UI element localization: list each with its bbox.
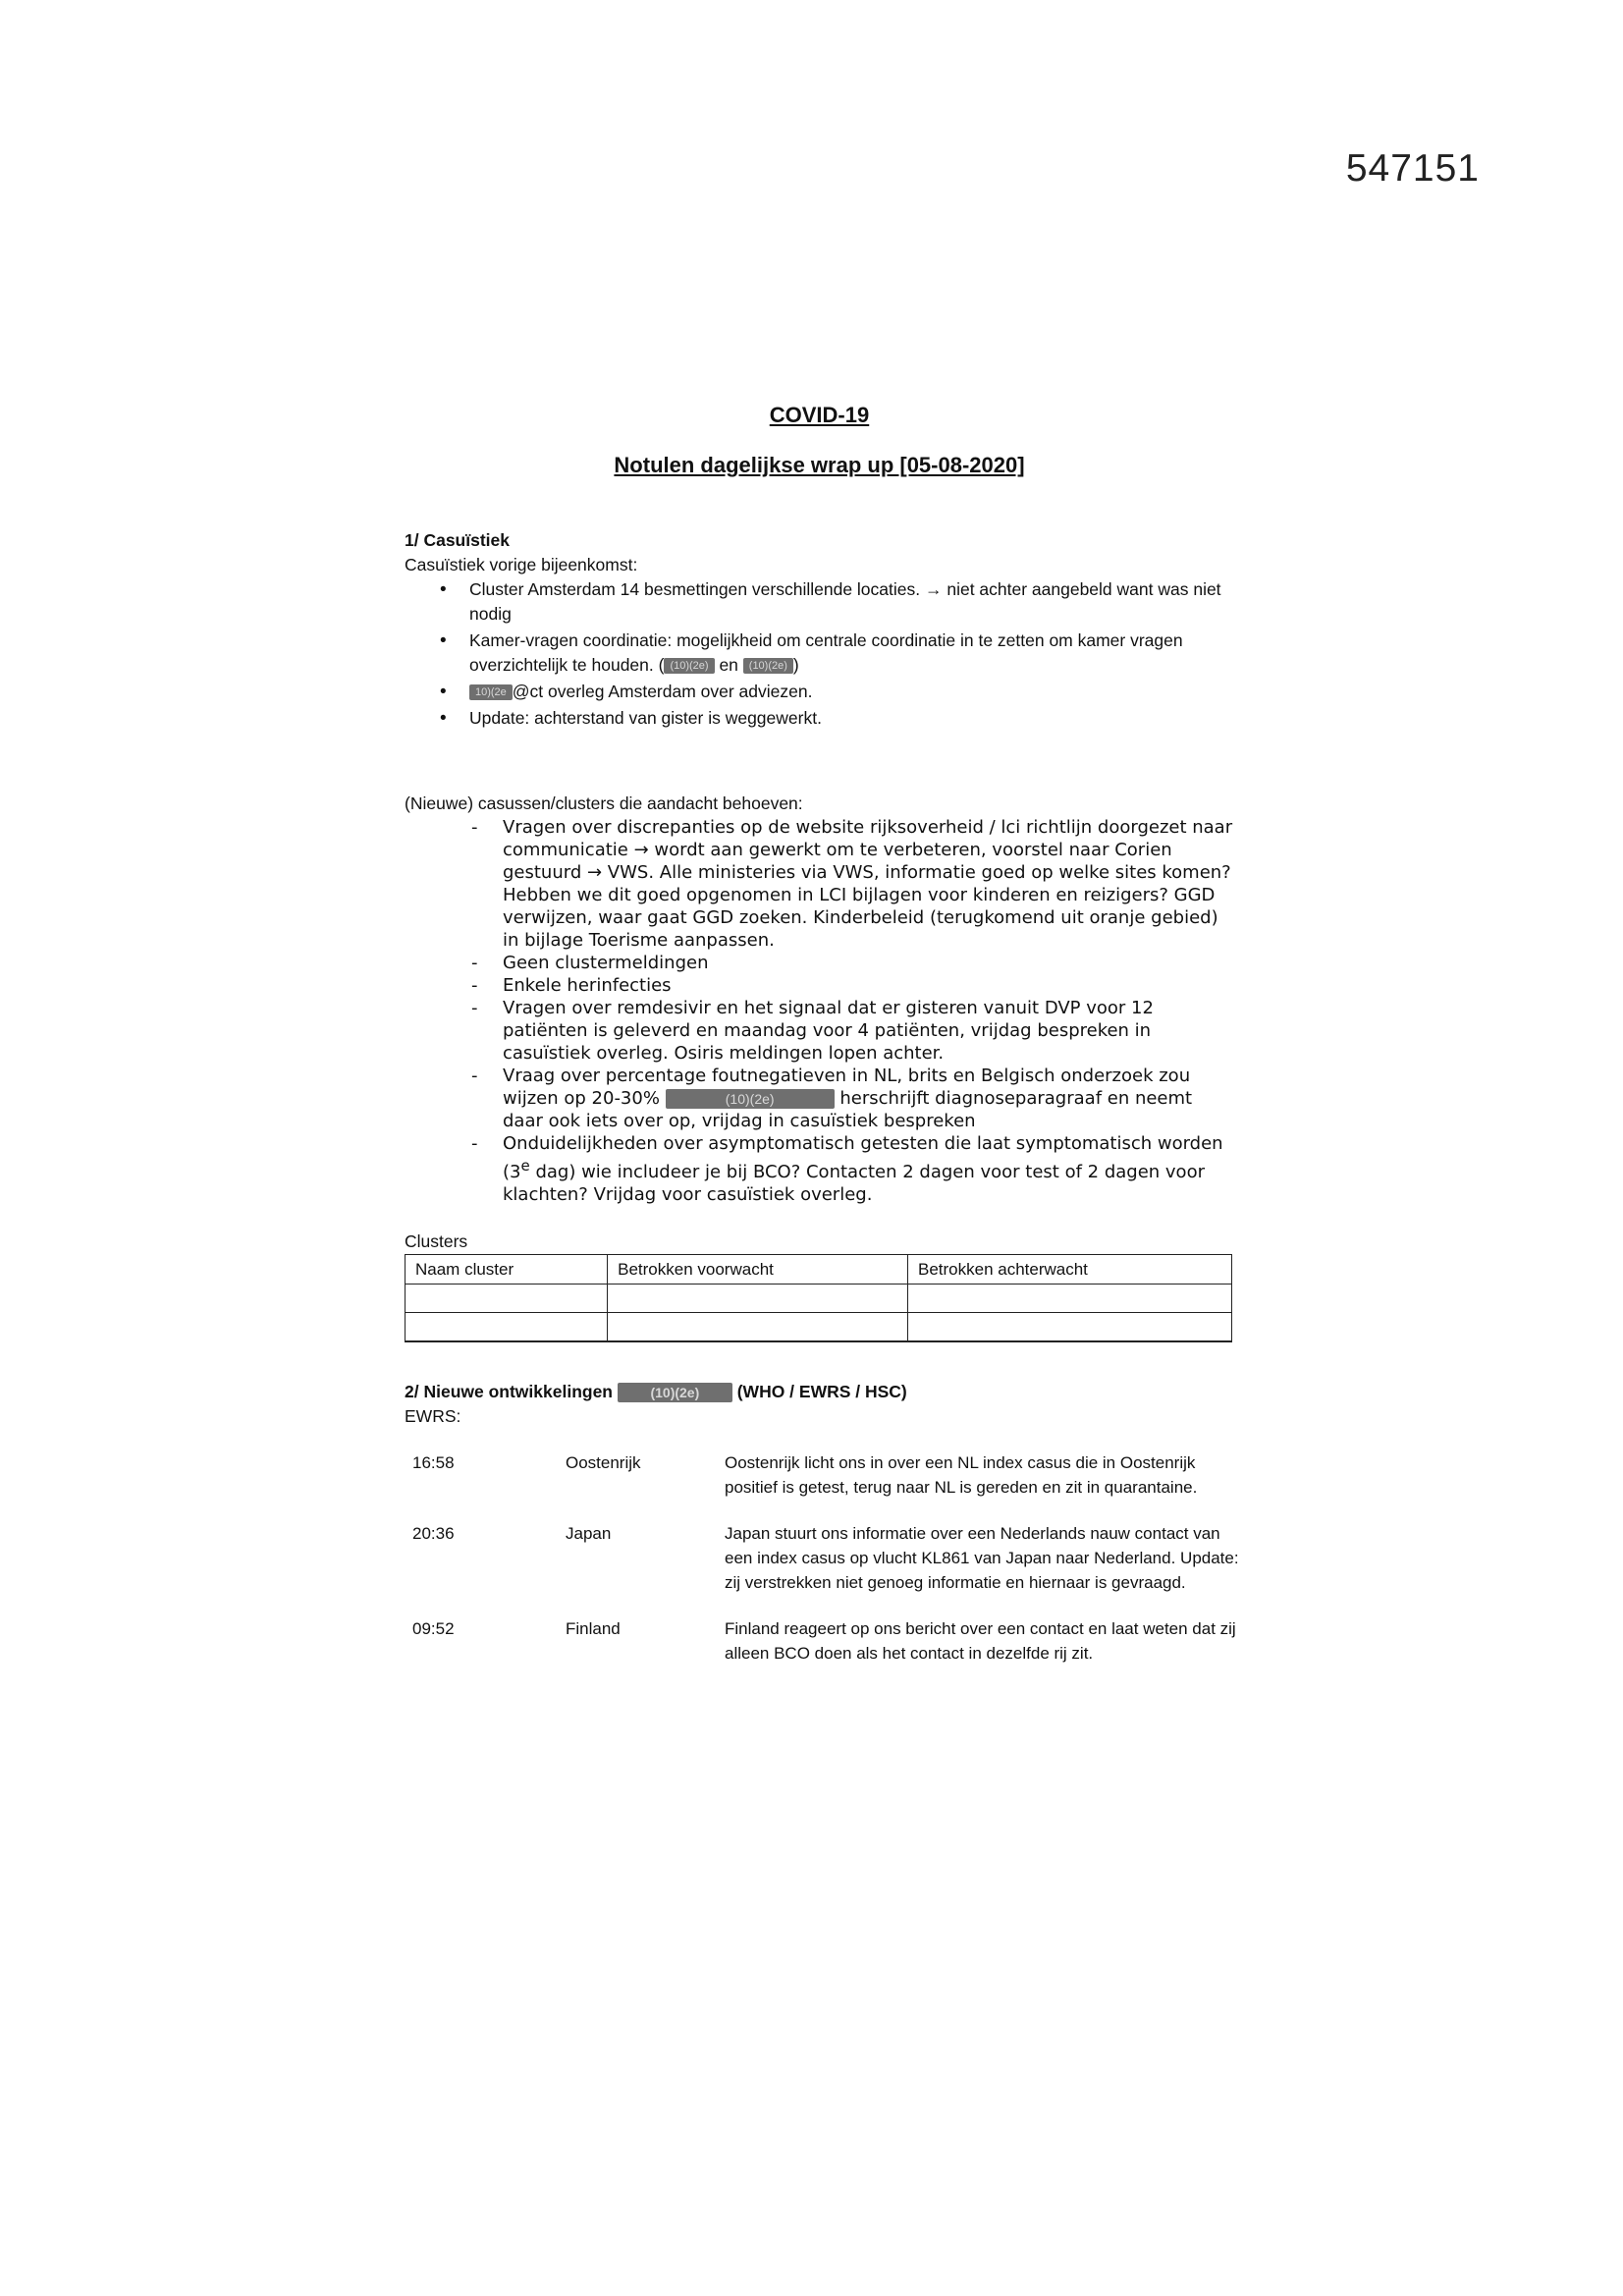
item-text: Vragen over remdesivir en het signaal dat er gisteren vanuit DVP voor 12 patiënten is geleverd en maandag voor 4 patiënten, vrijdag bespreken in casuïstiek overleg. Osiris meldingen lopen achter. bbox=[503, 998, 1154, 1064]
superscript: e bbox=[520, 1157, 530, 1175]
table-row bbox=[405, 1450, 1249, 1521]
table-row bbox=[405, 1616, 1249, 1687]
table-cell bbox=[406, 1313, 608, 1342]
item-text: herschrijft diagnoseparagraaf en neemt daar ook iets over op, vrijdag in casuïstiek bespreken bbox=[503, 1088, 1193, 1131]
document-number: 547151 bbox=[1345, 147, 1480, 190]
item-text: Vraag over percentage foutnegatieven in NL, brits en Belgisch onderzoek zou wijzen op 20-30% bbox=[503, 1066, 1191, 1109]
new-cases-label: (Nieuwe) casussen/clusters die aandacht behoeven: bbox=[405, 793, 803, 813]
table-row bbox=[405, 1521, 1249, 1616]
previous-list bbox=[405, 577, 1234, 731]
item-text: Enkele herinfecties bbox=[503, 975, 672, 996]
item-text: ) bbox=[792, 655, 799, 675]
list-item bbox=[503, 974, 1234, 997]
section1-heading: 1/ Casuïstiek bbox=[405, 530, 510, 550]
clusters-table bbox=[405, 1254, 1232, 1342]
redaction-box: (10)(2e) bbox=[664, 658, 714, 674]
redaction-box: (10)(2e) bbox=[743, 658, 793, 674]
item-text: Cluster Amsterdam 14 besmettingen verschillende locaties. → niet achter aangebeld want was niet nodig bbox=[469, 579, 1221, 624]
ewrs-label: EWRS: bbox=[405, 1406, 461, 1426]
list-item bbox=[503, 952, 1234, 974]
list-item bbox=[503, 997, 1234, 1065]
document-title: COVID-19 bbox=[769, 403, 870, 427]
table-row bbox=[406, 1313, 1232, 1342]
ewrs-time: 20:36 bbox=[412, 1524, 455, 1543]
clusters-label: Clusters bbox=[405, 1231, 468, 1251]
item-text: Kamer-vragen coordinatie: mogelijkheid om centrale coordinatie in te zetten om kamer vragen overzichtelijk te houden. ( bbox=[469, 630, 1183, 675]
item-text: Vragen over discrepanties op de website rijksoverheid / lci richtlijn doorgezet naar communicatie → wordt aan gewerkt om te verbeteren, voorstel naar Corien gestuurd → VWS. Alle ministeries via VWS, informatie goed op welke sites komen? Hebben we dit goed opgenomen in LCI bijlagen voor kinderen en reizigers? GGD verwijzen, waar gaat GGD zoeken. Kinderbeleid (terugkomend uit oranje gebied) in bijlage Toerisme aanpassen. bbox=[503, 817, 1233, 951]
section2-heading bbox=[405, 1380, 1234, 1404]
table-header-cell: Naam cluster bbox=[406, 1255, 608, 1285]
ewrs-time: 09:52 bbox=[412, 1619, 455, 1638]
new-cases-list bbox=[405, 816, 1234, 1206]
list-item bbox=[469, 680, 1234, 704]
ewrs-country: Oostenrijk bbox=[566, 1453, 641, 1472]
ewrs-table bbox=[405, 1450, 1249, 1687]
ewrs-text: Japan stuurt ons informatie over een Nederlands nauw contact van een index casus op vlucht KL861 van Japan naar Nederland. Update: zij verstrekken niet genoeg informatie en hiernaar is gevraagd. bbox=[725, 1524, 1239, 1592]
item-text: @ct overleg Amsterdam over adviezen. bbox=[512, 682, 813, 701]
previous-label: Casuïstiek vorige bijeenkomst: bbox=[405, 555, 638, 574]
item-text: Onduidelijkheden over asymptomatisch getesten die laat symptomatisch worden (3 bbox=[503, 1133, 1223, 1182]
table-header-cell: Betrokken voorwacht bbox=[608, 1255, 908, 1285]
table-header-row bbox=[406, 1255, 1232, 1285]
table-cell bbox=[608, 1313, 908, 1342]
heading-text: 2/ Nieuwe ontwikkelingen bbox=[405, 1382, 618, 1401]
table-cell bbox=[406, 1285, 608, 1313]
ewrs-text: Finland reageert op ons bericht over een contact en laat weten dat zij alleen BCO doen als het contact in dezelfde rij zit. bbox=[725, 1619, 1236, 1663]
redaction-box: (10)(2e) bbox=[666, 1089, 835, 1109]
list-item bbox=[469, 706, 1234, 731]
redaction-box: (10)(2e) bbox=[618, 1383, 732, 1402]
item-text: en bbox=[714, 655, 743, 675]
table-cell bbox=[907, 1313, 1231, 1342]
list-item bbox=[503, 1132, 1234, 1206]
table-row bbox=[406, 1285, 1232, 1313]
list-item bbox=[469, 629, 1234, 678]
item-text: Geen clustermeldingen bbox=[503, 953, 709, 973]
ewrs-country: Japan bbox=[566, 1524, 612, 1543]
list-item bbox=[503, 816, 1234, 952]
table-cell bbox=[608, 1285, 908, 1313]
list-item bbox=[503, 1065, 1234, 1132]
redaction-box: 10)(2e bbox=[469, 684, 513, 700]
list-item bbox=[469, 577, 1234, 627]
document-body bbox=[405, 403, 1239, 1687]
item-text: dag) wie includeer je bij BCO? Contacten 2 dagen voor test of 2 dagen voor klachten? Vrijdag voor casuïstiek overleg. bbox=[503, 1162, 1205, 1205]
heading-text: (WHO / EWRS / HSC) bbox=[731, 1382, 907, 1401]
ewrs-text: Oostenrijk licht ons in over een NL index casus die in Oostenrijk positief is getest, terug naar NL is gereden en zit in quarantaine. bbox=[725, 1453, 1198, 1497]
item-text: Update: achterstand van gister is weggewerkt. bbox=[469, 708, 822, 728]
ewrs-country: Finland bbox=[566, 1619, 621, 1638]
table-header-cell: Betrokken achterwacht bbox=[907, 1255, 1231, 1285]
ewrs-time: 16:58 bbox=[412, 1453, 455, 1472]
document-subtitle: Notulen dagelijkse wrap up [05-08-2020] bbox=[614, 453, 1025, 477]
table-cell bbox=[907, 1285, 1231, 1313]
